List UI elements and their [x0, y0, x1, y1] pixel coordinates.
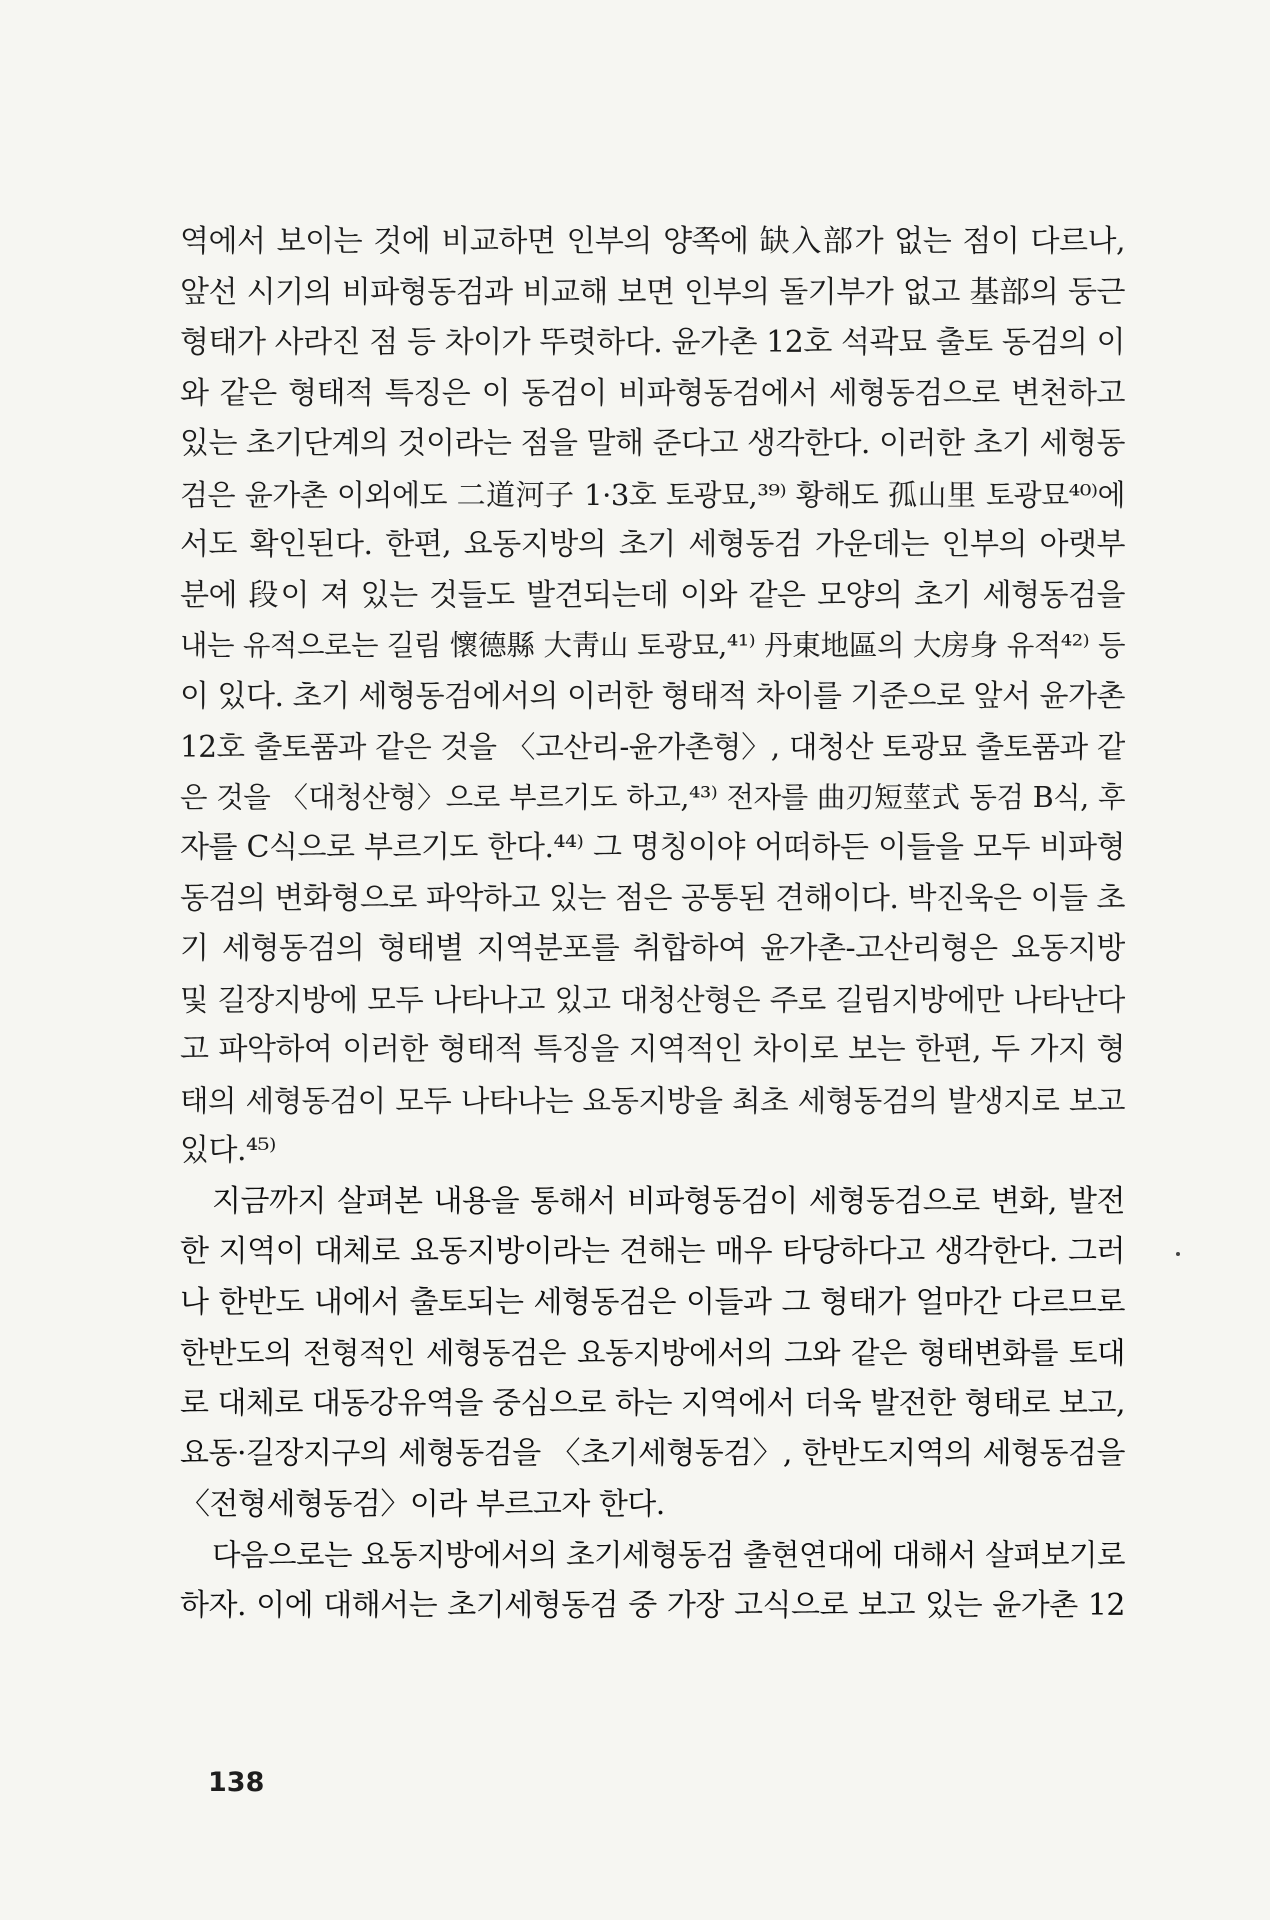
text-line: 태의 세형동검이 모두 나타나는 요동지방을 최초 세형동검의 발생지로 보고	[180, 1083, 1125, 1118]
text-line: 고 파악하여 이러한 형태적 특징을 지역적인 차이로 보는 한편, 두 가지 형	[180, 1032, 1125, 1067]
text-line: 〈전형세형동검〉이라 부르고자 한다.	[180, 1486, 665, 1522]
text-line: 한 지역이 대체로 요동지방이라는 견해는 매우 타당하다고 생각한다. 그러	[180, 1234, 1125, 1269]
text-line: 형태가 사라진 점 등 차이가 뚜렷하다. 윤가촌 12호 석곽묘 출토 동검의 이	[180, 325, 1125, 360]
text-line: 분에 段이 져 있는 것들도 발견되는데 이와 같은 모양의 초기 세형동검을	[180, 577, 1125, 613]
body-text	[180, 217, 1125, 1631]
text-line: 및 길장지방에 모두 나타나고 있고 대청산형은 주로 길림지방에만 나타난다	[180, 982, 1125, 1017]
text-line: 역에서 보이는 것에 비교하면 인부의 양쪽에 缺入部가 없는 점이 다르나,	[180, 224, 1125, 259]
text-line: 한반도의 전형적인 세형동검은 요동지방에서의 그와 같은 형태변화를 토대	[180, 1336, 1125, 1370]
text-line: 요동·길장지구의 세형동검을 〈초기세형동검〉, 한반도지역의 세형동검을	[180, 1436, 1125, 1471]
text-line: 12호 출토품과 같은 것을 〈고산리-윤가촌형〉, 대청산 토광묘 출토품과 같	[180, 730, 1125, 764]
page-number: 138	[208, 1767, 265, 1798]
text-line: 로 대체로 대동강유역을 중심으로 하는 지역에서 더욱 발전한 형태로 보고,	[180, 1385, 1125, 1421]
text-line: 이 있다. 초기 세형동검에서의 이러한 형태적 차이를 기준으로 앞서 윤가촌	[180, 678, 1125, 714]
text-line: 기 세형동검의 형태별 지역분포를 취합하여 윤가촌-고산리형은 요동지방	[180, 931, 1125, 966]
text-line: 내는 유적으로는 길림 懷德縣 大靑山 토광묘,⁴¹⁾ 丹東地區의 大房身 유적⁴²⁾ 등	[180, 629, 1125, 662]
text-line: 다음으로는 요동지방에서의 초기세형동검 출현연대에 대해서 살펴보기로	[212, 1538, 1125, 1572]
text-line: 자를 C식으로 부르기도 한다.⁴⁴⁾ 그 명칭이야 어떠하든 이들을 모두 비파형	[180, 830, 1125, 865]
text-line: 검은 윤가촌 이외에도 二道河子 1·3호 토광묘,³⁹⁾ 황해도 孤山里 토광묘⁴⁰⁾에	[180, 477, 1125, 512]
text-line: 와 같은 형태적 특징은 이 동검이 비파형동검에서 세형동검으로 변천하고	[180, 375, 1125, 411]
text-line: 은 것을 〈대청산형〉으로 부르기도 하고,⁴³⁾ 전자를 曲刃短莖式 동검 B식, 후	[180, 780, 1125, 814]
text-line: 있는 초기단계의 것이라는 점을 말해 준다고 생각한다. 이러한 초기 세형동	[180, 426, 1125, 461]
text-line: 하자. 이에 대해서는 초기세형동검 중 가장 고식으로 보고 있는 윤가촌 12	[180, 1587, 1125, 1623]
text-line: 서도 확인된다. 한편, 요동지방의 초기 세형동검 가운데는 인부의 아랫부	[180, 527, 1125, 562]
text-line: 동검의 변화형으로 파악하고 있는 점은 공통된 견해이다. 박진욱은 이들 초	[180, 880, 1125, 916]
stray-ink-mark	[1176, 1252, 1180, 1256]
text-line: 지금까지 살펴본 내용을 통해서 비파형동검이 세형동검으로 변화, 발전	[212, 1183, 1125, 1219]
text-line: 있다.⁴⁵⁾	[180, 1133, 276, 1168]
text-line: 앞선 시기의 비파형동검과 비교해 보면 인부의 돌기부가 없고 基部의 둥근	[180, 274, 1125, 310]
text-line: 나 한반도 내에서 출토되는 세형동검은 이들과 그 형태가 얼마간 다르므로	[180, 1284, 1125, 1320]
